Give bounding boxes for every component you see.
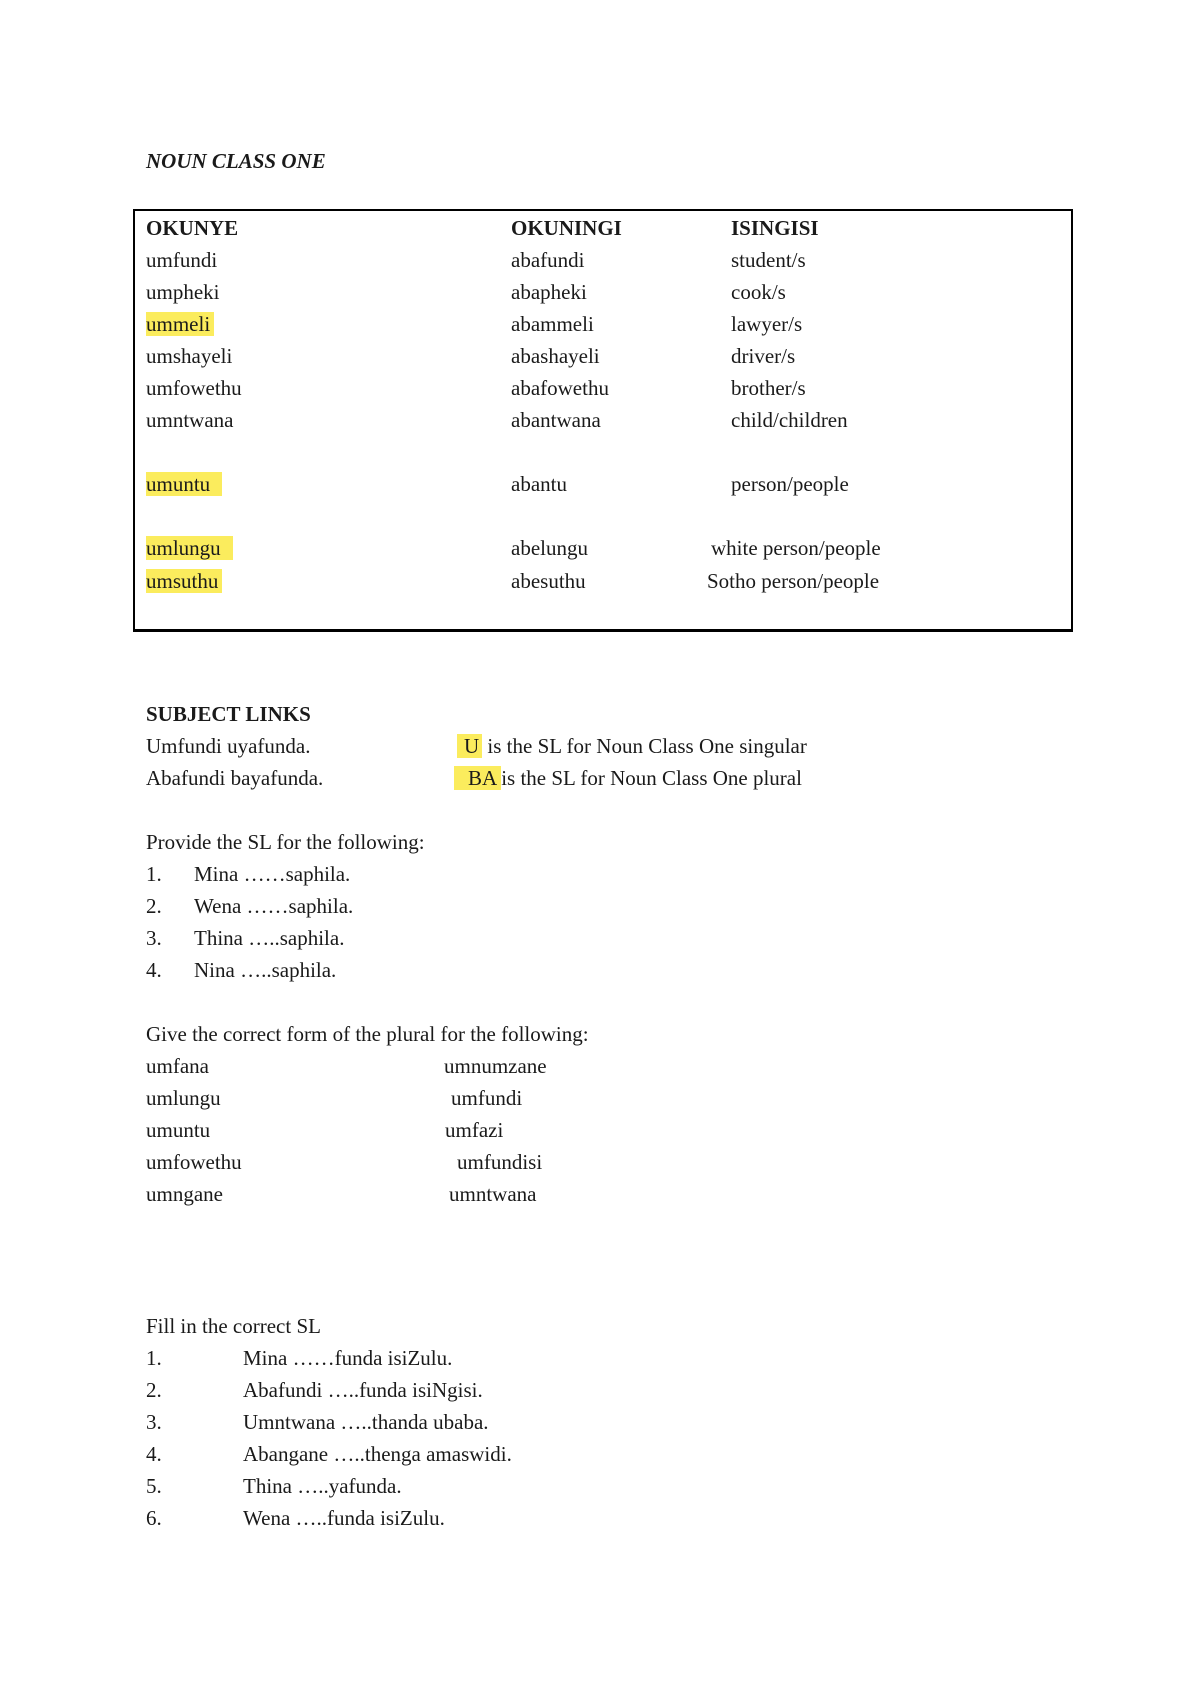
- table-cell-plural: abafowethu: [511, 376, 609, 400]
- table-cell-plural: abantwana: [511, 408, 601, 432]
- list-item: umuntu: [146, 1118, 211, 1142]
- exercise-prompt: Fill in the correct SL: [146, 1314, 321, 1338]
- table-cell-english: brother/s: [731, 376, 806, 400]
- table-cell-english: Sotho person/people: [707, 569, 880, 593]
- list-item: Abangane …..thenga amaswidi.: [243, 1442, 512, 1466]
- highlighted-sl: U: [457, 734, 482, 758]
- highlighted-word: ummeli: [146, 312, 214, 336]
- vocabulary-table: [133, 209, 1073, 632]
- example-explanation: U is the SL for Noun Class One singular: [457, 733, 807, 759]
- table-cell-english: student/s: [731, 248, 806, 272]
- table-cell-singular: umntwana: [146, 408, 234, 432]
- table-cell-english: driver/s: [731, 344, 796, 368]
- list-item: umnumzane: [444, 1054, 547, 1078]
- list-item: Umntwana …..thanda ubaba.: [243, 1410, 489, 1434]
- highlighted-sl: BA: [454, 766, 501, 790]
- table-cell-singular: [146, 311, 214, 337]
- list-item: umfundisi: [457, 1150, 543, 1174]
- highlighted-word: umlungu: [146, 536, 233, 560]
- table-cell-english: white person/people: [711, 536, 881, 560]
- table-cell-singular: umpheki: [146, 280, 220, 304]
- table-cell-english: cook/s: [731, 280, 786, 304]
- table-cell-plural: abesuthu: [511, 569, 586, 593]
- example-explanation: BA is the SL for Noun Class One plural: [454, 765, 802, 791]
- table-header-plural: OKUNINGI: [511, 216, 622, 240]
- example-sentence: Umfundi uyafunda.: [146, 734, 311, 758]
- table-cell-plural: abantu: [511, 472, 567, 496]
- exercise-prompt: Give the correct form of the plural for the following:: [146, 1022, 589, 1046]
- table-cell-english: child/children: [731, 408, 848, 432]
- list-item: umfowethu: [146, 1150, 242, 1174]
- table-cell-plural: abelungu: [511, 536, 588, 560]
- list-item-number: 3.: [146, 1410, 162, 1434]
- highlighted-word: umuntu: [146, 472, 222, 496]
- table-cell-english: lawyer/s: [731, 312, 803, 336]
- list-item: Thina …..saphila.: [194, 926, 345, 950]
- list-item: Wena ……saphila.: [194, 894, 354, 918]
- table-cell-singular: [146, 535, 233, 561]
- example-sentence: Abafundi bayafunda.: [146, 766, 324, 790]
- exercise-prompt: Provide the SL for the following:: [146, 830, 425, 854]
- table-header-singular: OKUNYE: [146, 216, 239, 240]
- list-item: umfana: [146, 1054, 209, 1078]
- table-cell-plural: abafundi: [511, 248, 585, 272]
- list-item: umfazi: [445, 1118, 504, 1142]
- list-item-number: 1.: [146, 862, 162, 886]
- list-item: umfundi: [451, 1086, 523, 1110]
- list-item-number: 2.: [146, 1378, 162, 1402]
- table-cell-singular: [146, 568, 222, 594]
- table-cell-singular: umfowethu: [146, 376, 242, 400]
- list-item-number: 4.: [146, 1442, 162, 1466]
- list-item: umntwana: [449, 1182, 537, 1206]
- page-title: NOUN CLASS ONE: [146, 149, 326, 173]
- table-cell-singular: umshayeli: [146, 344, 233, 368]
- list-item: umngane: [146, 1182, 223, 1206]
- table-cell-plural: abapheki: [511, 280, 587, 304]
- list-item-number: 2.: [146, 894, 162, 918]
- list-item-number: 3.: [146, 926, 162, 950]
- list-item-number: 6.: [146, 1506, 162, 1530]
- subject-links-heading: SUBJECT LINKS: [146, 702, 311, 726]
- list-item: Nina …..saphila.: [194, 958, 337, 982]
- list-item: umlungu: [146, 1086, 221, 1110]
- list-item: Wena …..funda isiZulu.: [243, 1506, 445, 1530]
- table-cell-singular: umfundi: [146, 248, 218, 272]
- list-item: Abafundi …..funda isiNgisi.: [243, 1378, 483, 1402]
- list-item: Mina ……funda isiZulu.: [243, 1346, 453, 1370]
- list-item-number: 5.: [146, 1474, 162, 1498]
- table-cell-english: person/people: [731, 472, 849, 496]
- table-cell-plural: abashayeli: [511, 344, 600, 368]
- list-item: Thina …..yafunda.: [243, 1474, 402, 1498]
- table-cell-plural: abammeli: [511, 312, 594, 336]
- list-item: Mina ……saphila.: [194, 862, 351, 886]
- highlighted-word: umsuthu: [146, 569, 222, 593]
- list-item-number: 1.: [146, 1346, 162, 1370]
- table-cell-singular: [146, 471, 222, 497]
- table-header-english: ISINGISI: [731, 216, 819, 240]
- list-item-number: 4.: [146, 958, 162, 982]
